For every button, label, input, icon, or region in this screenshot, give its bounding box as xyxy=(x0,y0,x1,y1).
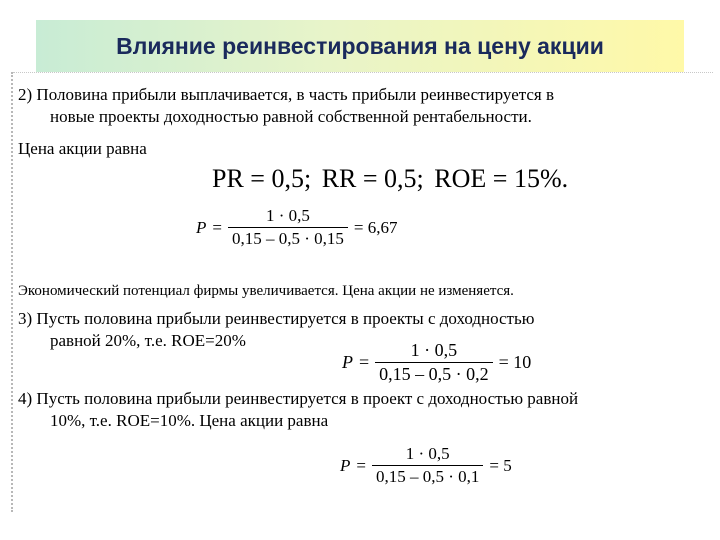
case4-line1: 4) Пусть половина прибыли реинвестируется в проект с доходностью равной xyxy=(18,389,579,408)
formula-result: = 5 xyxy=(489,455,512,475)
formula-denominator: 0,15 – 0,5 · 0,1 xyxy=(372,465,483,487)
price-formula-3 xyxy=(340,444,512,487)
left-dotted-border xyxy=(11,72,13,512)
price-formula-1 xyxy=(196,206,398,249)
formula-variable: P xyxy=(196,217,207,237)
price-label: Цена акции равна xyxy=(18,139,147,158)
case3-line2: равной 20%, т.е. ROE=20% xyxy=(50,331,246,350)
formula-fraction xyxy=(372,444,483,487)
formula-fraction xyxy=(228,206,348,249)
ratio-line xyxy=(212,164,572,194)
formula-equals: = xyxy=(359,352,370,372)
formula-variable: P xyxy=(340,455,351,475)
top-dotted-border xyxy=(13,72,713,73)
case2-line1: 2) Половина прибыли выплачивается, в часть прибыли реинвестируется в xyxy=(18,85,555,104)
formula-equals: = xyxy=(356,455,366,475)
formula-result: = 10 xyxy=(498,352,532,372)
rr-ratio: RR = 0,5; xyxy=(321,164,424,193)
case4-line2: 10%, т.е. ROE=10%. Цена акции равна xyxy=(50,411,329,430)
formula-variable: P xyxy=(342,352,353,372)
formula-result: = 6,67 xyxy=(353,217,398,237)
price-formula-2 xyxy=(342,340,531,385)
pr-ratio: PR = 0,5; xyxy=(212,164,312,193)
formula-equals: = xyxy=(212,217,222,237)
conclusion-text: Экономический потенциал фирмы увеличивается. Цена акции не изменяется. xyxy=(18,283,514,299)
formula-denominator: 0,15 – 0,5 · 0,15 xyxy=(228,227,348,249)
formula-fraction xyxy=(375,340,493,385)
case2-line2: новые проекты доходностью равной собственной рентабельности. xyxy=(50,107,532,126)
slide-title: Влияние реинвестирования на цену акции xyxy=(116,32,604,59)
roe-ratio: ROE = 15%. xyxy=(434,164,569,193)
formula-denominator: 0,15 – 0,5 · 0,2 xyxy=(375,362,493,385)
case3-line1: 3) Пусть половина прибыли реинвестируется в проекты с доходностью xyxy=(18,309,535,328)
formula-numerator: 1 · 0,5 xyxy=(410,340,458,360)
formula-numerator: 1 · 0,5 xyxy=(405,444,450,463)
formula-numerator: 1 · 0,5 xyxy=(265,206,310,225)
